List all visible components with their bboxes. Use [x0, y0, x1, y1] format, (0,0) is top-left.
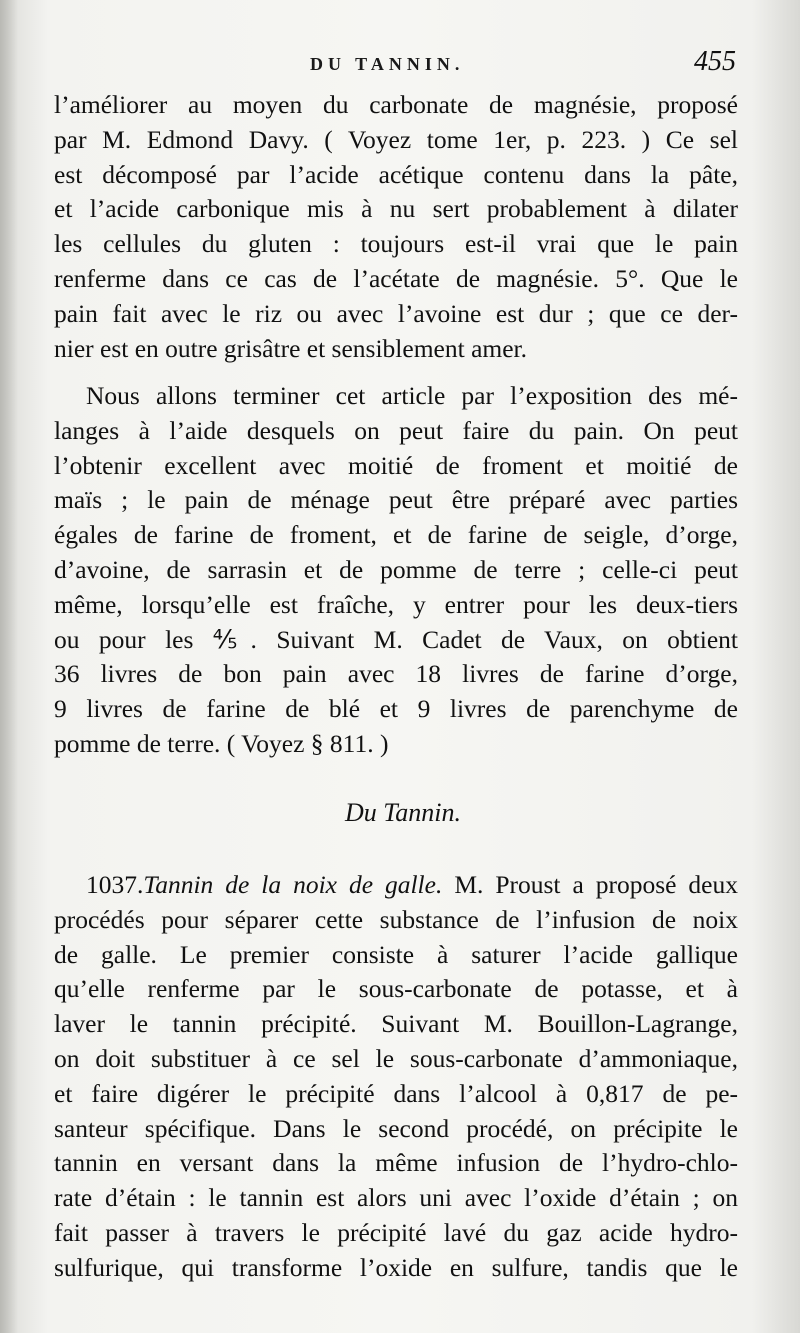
text-line: de galle. Le premier consiste à saturer l’acide gallique [54, 939, 738, 969]
text-line: est décomposé par l’acide acétique contenu dans la pâte, [54, 159, 738, 189]
text-line: d’avoine, de sarrasin et de pomme de terre ; celle-ci peut [54, 554, 738, 584]
text-line: rate d’étain : le tannin est alors uni avec l’oxide d’étain ; on [54, 1183, 738, 1213]
text-line: ou pour les ⅘. Suivant M. Cadet de Vaux, on obtient [54, 624, 738, 654]
running-header [0, 46, 800, 86]
text-line: égales de farine de froment, et de farine de seigle, d’orge, [54, 520, 738, 550]
paragraph-tannin-gallnut [54, 868, 738, 1286]
text-line: et l’acide carbonique mis à nu sert probablement à dilater [54, 194, 738, 224]
page-gutter-shadow [0, 0, 18, 1333]
text-line: même, lorsqu’elle est fraîche, y entrer pour les deux-tiers [54, 589, 738, 619]
paragraph-first-line [54, 868, 738, 903]
text-line: l’améliorer au moyen du carbonate de magnésie, proposé [54, 90, 738, 119]
text-line: pain fait avec le riz ou avec l’avoine est dur ; que ce der- [54, 298, 738, 328]
text-line: et faire digérer le précipité dans l’alcool à 0,817 de pe- [54, 1078, 738, 1108]
page-number: 455 [694, 46, 736, 77]
paragraph-magnesia [54, 88, 738, 366]
text-line: renferme dans ce cas de l’acétate de magnésie. 5°. Que le [54, 263, 738, 293]
paragraph-bread-mixtures [54, 379, 738, 762]
text-line: par M. Edmond Davy. ( Voyez tome 1er, p. 223. ) Ce sel [54, 124, 738, 154]
text-line: fait passer à travers le précipité lavé du gaz acide hydro- [54, 1217, 738, 1247]
text-line: procédés pour séparer cette substance de l’infusion de noix [54, 904, 738, 934]
text-line: qu’elle renferme par le sous-carbonate de potasse, et à [54, 974, 738, 1004]
text-line: l’obtenir excellent avec moitié de froment et moitié de [54, 450, 738, 480]
paragraph-heading: Tannin de la noix de galle. [143, 870, 443, 899]
text-line: les cellules du gluten : toujours est-il vrai que le pain [54, 229, 738, 259]
text-line-rest: M. Proust a proposé deux [454, 870, 739, 899]
text-line: 36 livres de bon pain avec 18 livres de farine d’orge, [54, 659, 738, 689]
text-line: maïs ; le pain de ménage peut être préparé avec parties [54, 485, 738, 515]
section-title: Du Tannin. [344, 798, 462, 827]
text-line: 9 livres de farine de blé et 9 livres de parenchyme de [54, 694, 738, 724]
text-line: tannin en versant dans la même infusion de l’hydro-chlo- [54, 1148, 738, 1178]
paragraph-number: 1037. [86, 870, 144, 899]
text-line: pomme de terre. ( Voyez § 811. ) [54, 728, 389, 758]
text-line: Nous allons terminer cet article par l’exposition des mé- [86, 381, 738, 410]
text-line: on doit substituer à ce sel le sous-carbonate d’ammoniaque, [54, 1043, 738, 1073]
text-line: langes à l’aide desquels on peut faire du pain. On peut [54, 415, 738, 445]
text-line: nier est en outre grisâtre et sensiblement amer. [54, 333, 527, 363]
running-title: DU TANNIN. [310, 54, 465, 74]
text-line: sulfurique, qui transforme l’oxide en sulfure, tandis que le [54, 1252, 738, 1282]
text-line: santeur spécifique. Dans le second procédé, on précipite le [54, 1113, 738, 1143]
text-line: laver le tannin précipité. Suivant M. Bouillon-Lagrange, [54, 1009, 738, 1039]
